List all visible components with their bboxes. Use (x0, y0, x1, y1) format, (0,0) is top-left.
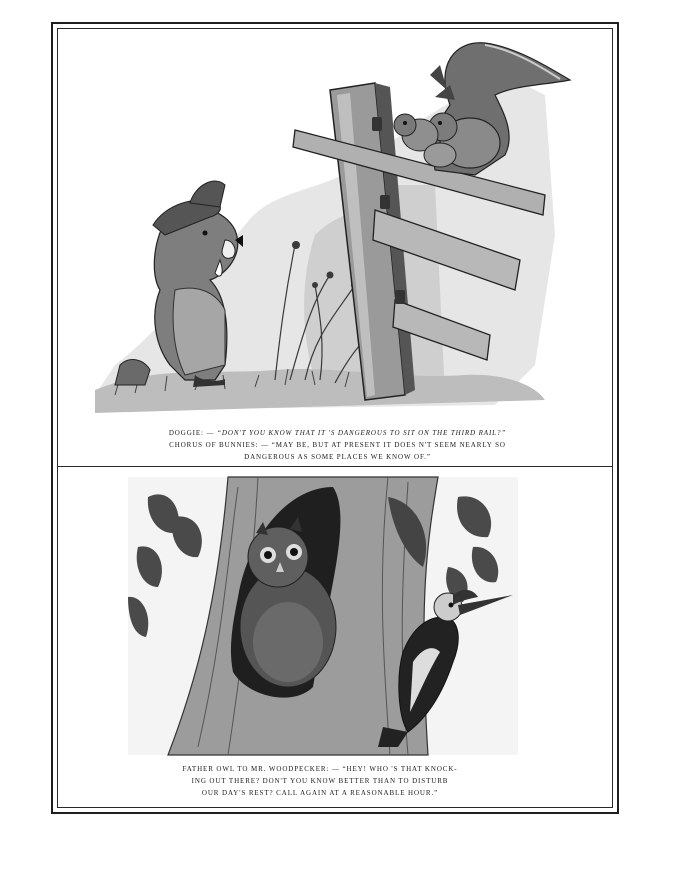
panel-divider (57, 466, 613, 467)
caption-top (110, 427, 565, 463)
caption-top-speech: “DON'T YOU KNOW THAT IT 'S DANGEROUS TO SIT ON THE THIRD RAIL?” (217, 429, 507, 437)
caption-bottom-line-1: FATHER OWL TO MR. WOODPECKER: — “HEY! WHO 'S THAT KNOCK- (182, 765, 458, 773)
caption-bottom-line-2: ING OUT THERE? DON'T YOU KNOW BETTER THAN TO DISTURB (191, 777, 449, 785)
caption-top-line-3: DANGEROUS AS SOME PLACES WE KNOW OF.” (244, 453, 431, 461)
illustration-dog-and-squirrels (75, 35, 585, 420)
caption-top-speaker: DOGGIE: — (168, 429, 218, 437)
caption-bottom (150, 763, 490, 799)
caption-top-line-2: CHORUS OF BUNNIES: — “MAY BE, BUT AT PRESENT IT DOES N'T SEEM NEARLY SO (169, 441, 506, 449)
illustration-owl-and-woodpecker (128, 477, 518, 755)
caption-top-line-1 (110, 427, 565, 439)
caption-bottom-line-3: OUR DAY'S REST? CALL AGAIN AT A REASONABLE HOUR.” (201, 789, 439, 797)
